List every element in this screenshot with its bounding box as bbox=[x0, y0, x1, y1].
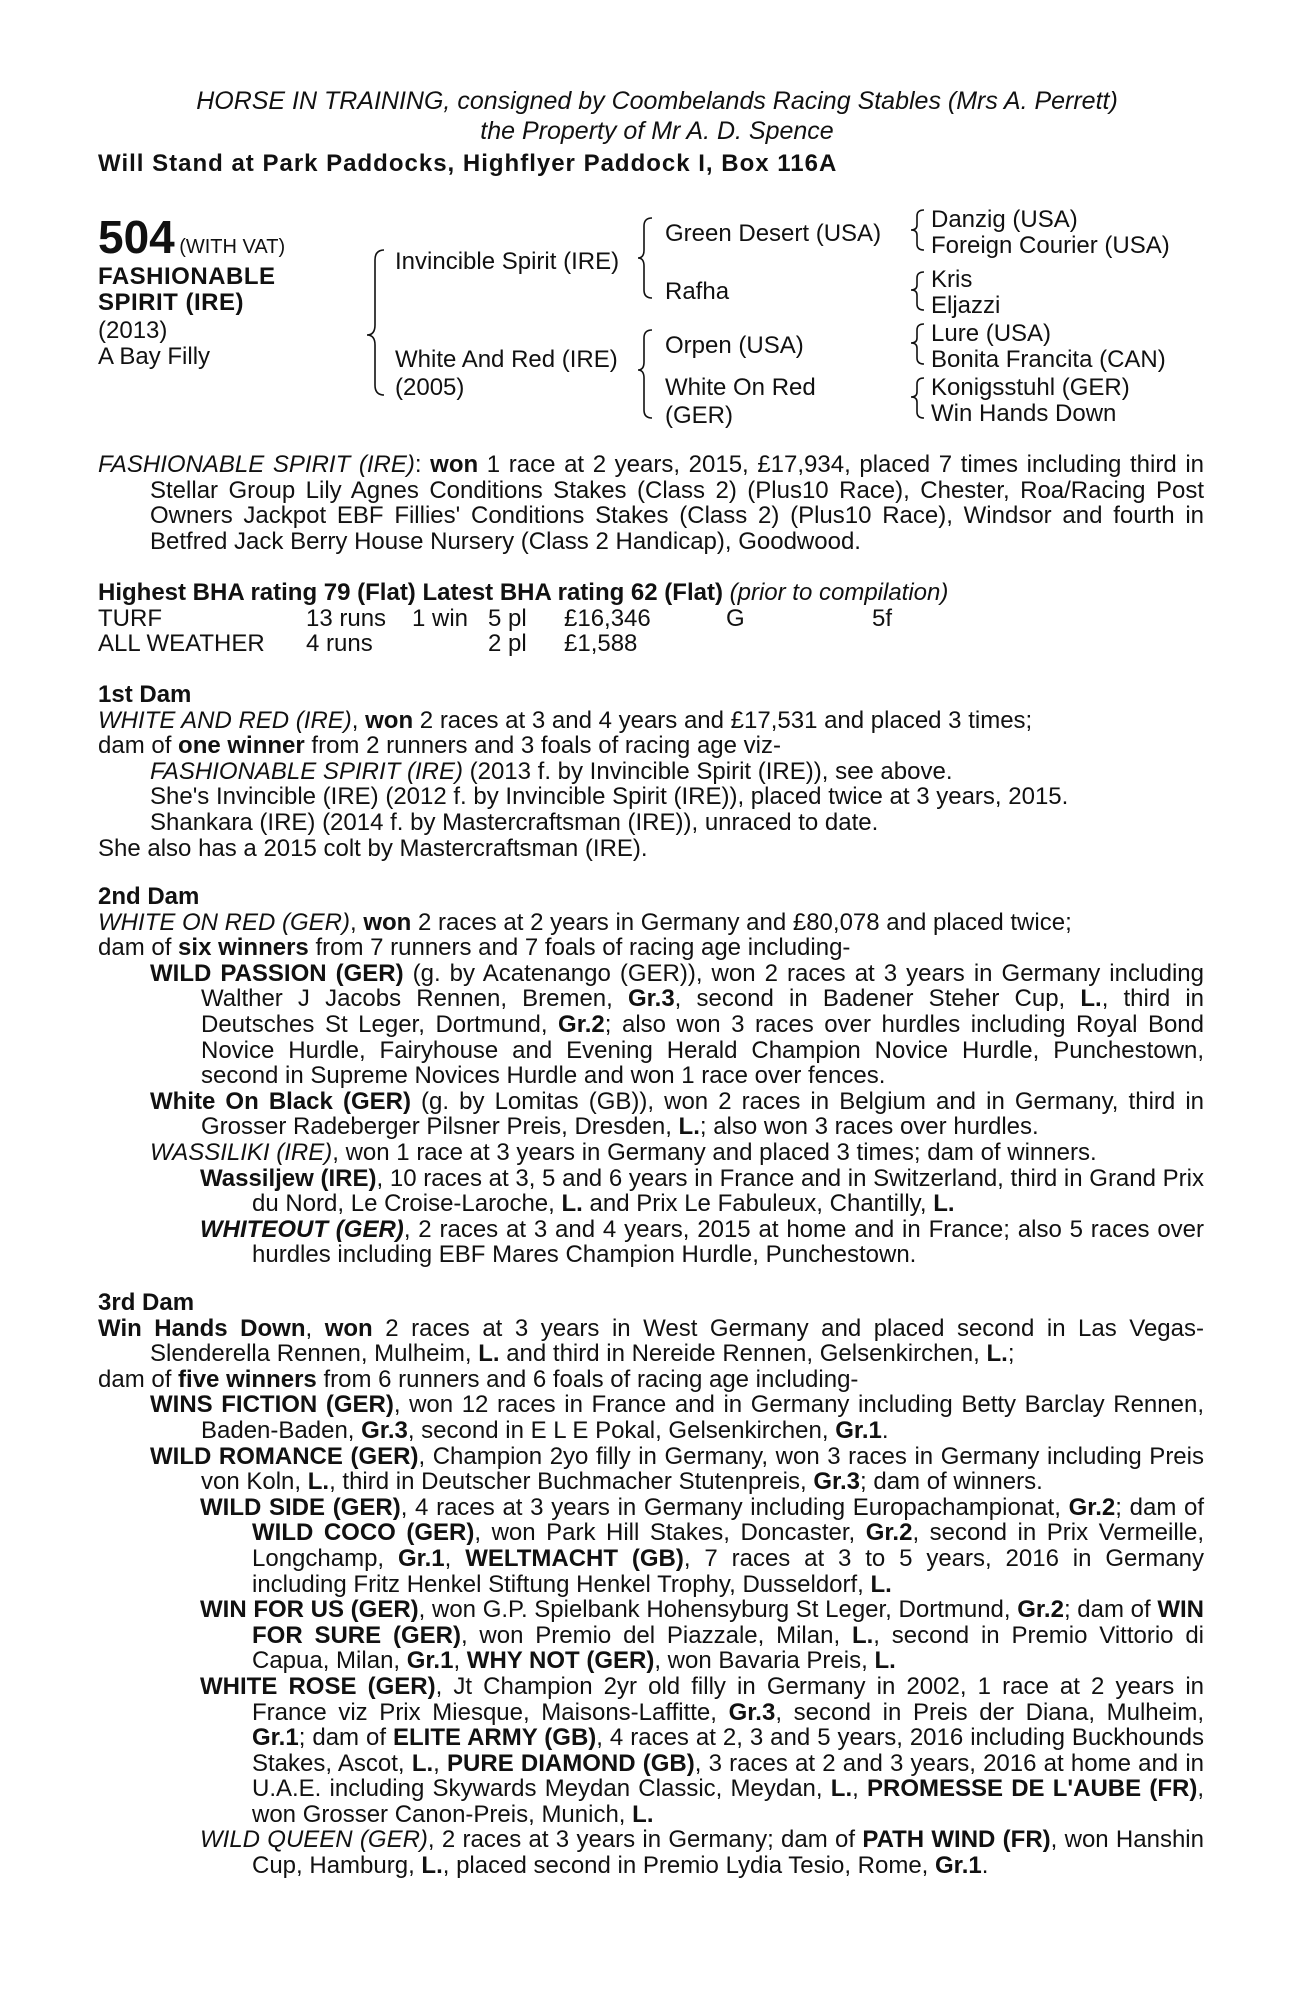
progeny-text: ; dam of winners. bbox=[860, 1468, 1043, 1496]
third-dam-won: won bbox=[324, 1314, 373, 1342]
first-dam-won: won bbox=[365, 706, 414, 734]
dam-text: 2 races at 3 years in West Germany and placed second in Las Vegas-Slenderella Rennen, Mulheim, bbox=[150, 1314, 1204, 1368]
horse-description: A Bay Filly bbox=[98, 343, 211, 370]
progeny-text: , won Bavaria Preis, bbox=[654, 1647, 868, 1675]
pedigree-sire-sire: Green Desert (USA) bbox=[665, 220, 882, 247]
turf-placed: 5 pl bbox=[488, 604, 527, 632]
progeny-text: , 7 races at 3 to 5 years, 2016 in Germany including Fritz Henkel Stiftung Henkel Trophy, Dusseldorf, bbox=[252, 1544, 1205, 1598]
progeny-text: and Prix Le Fabuleux, Chantilly, bbox=[589, 1190, 927, 1218]
first-dam-winners: one winner bbox=[178, 732, 305, 760]
turf-money: £16,346 bbox=[564, 604, 651, 632]
pedigree-ddd: Win Hands Down bbox=[931, 400, 1117, 427]
progeny-text: , won Grosser Canon-Preis, Munich, bbox=[252, 1775, 1204, 1828]
listed-label: L. bbox=[874, 1647, 896, 1675]
granddaughter-white-rose bbox=[98, 1674, 1204, 1828]
third-dam-heading: 3rd Dam bbox=[98, 1289, 195, 1316]
progeny-text: , second in Badener Steher Cup, bbox=[674, 985, 1066, 1013]
race-summary: FASHIONABLE SPIRIT (IRE): won 1 race at 2 years, 2015, £17,934, placed 7 times including third in Stellar Group Lily Agnes Conditions Stakes (Class 2) (Plus10 Race), Chester, Roa/Racing Post Owners Jackpot EBF Fillies' Conditions Stakes (Class 2) (Plus10 Race), Windsor and fourth in Betfred Jack Berry House Nursery (Class 2 Handicap), Goodwood. bbox=[98, 451, 1205, 555]
progeny-text: , second in Prix Vermeille, Longchamp, bbox=[252, 1519, 1205, 1572]
aw-money: £1,588 bbox=[564, 630, 638, 658]
progeny-text: , won Premio del Piazzale, Milan, bbox=[460, 1621, 841, 1649]
horse-name-line1: FASHIONABLE bbox=[98, 263, 276, 290]
grade-label: Gr.1 bbox=[835, 1416, 882, 1444]
second-dam-name: WHITE ON RED (GER) bbox=[98, 908, 350, 936]
second-dam-won: won bbox=[363, 908, 412, 936]
listed-label: L. bbox=[1080, 985, 1102, 1013]
turf-going: G bbox=[726, 604, 745, 632]
first-dam-name: WHITE AND RED (IRE) bbox=[98, 706, 352, 734]
progeny-name: WELTMACHT (GB) bbox=[465, 1544, 684, 1572]
progeny-text: , Champion 2yo filly in Germany, won 3 races in Germany including Preis von Koln, bbox=[201, 1442, 1204, 1496]
progeny-text: (g. by Lomitas (GB)), won 2 races in Belgium and in Germany, third in Grosser Radeberger Pilsner Preis, Dresden, bbox=[201, 1087, 1205, 1141]
third-dam-progeny-1 bbox=[98, 1392, 1204, 1443]
third-dam-name: Win Hands Down bbox=[98, 1314, 306, 1342]
turf-label: TURF bbox=[98, 604, 162, 632]
grade-label: Gr.3 bbox=[361, 1416, 408, 1444]
listed-label: L. bbox=[830, 1775, 853, 1803]
progeny-name: WILD COCO (GER) bbox=[252, 1519, 475, 1547]
foaling-year: (2013) bbox=[98, 317, 168, 344]
second-dam-text: 2 races at 2 years in Germany and £80,078 and placed twice; bbox=[418, 908, 1072, 936]
dam-text: ; bbox=[1007, 1340, 1015, 1368]
progeny-text: , second in Preis der Diana, Mulheim, bbox=[775, 1698, 1204, 1726]
listed-label: L. bbox=[561, 1190, 583, 1218]
turf-runs: 13 runs bbox=[306, 604, 387, 632]
second-dam-progeny-2 bbox=[98, 1089, 1204, 1140]
progeny-text: ; dam of bbox=[1063, 1596, 1151, 1624]
progeny-text: , won 1 race at 3 years in Germany and placed 3 times; dam of winners. bbox=[332, 1138, 1097, 1166]
listed-label: L. bbox=[307, 1468, 330, 1496]
turf-wins: 1 win bbox=[412, 604, 469, 632]
progeny-name: ELITE ARMY (GB) bbox=[393, 1724, 597, 1752]
dam-text: and third in Nereide Rennen, Gelsenkirchen, bbox=[506, 1340, 980, 1368]
grade-label: Gr.1 bbox=[252, 1724, 299, 1752]
ratings-heading: Highest BHA rating 79 (Flat) Latest BHA rating 62 (Flat) bbox=[98, 579, 723, 606]
progeny-name: WIN FOR SURE (GER) bbox=[252, 1596, 1204, 1649]
ratings-row-turf bbox=[98, 606, 1204, 632]
progeny-name: WHY NOT (GER) bbox=[466, 1647, 655, 1675]
progeny-name: WHITE ROSE (GER) bbox=[200, 1672, 436, 1700]
progeny-text: . bbox=[981, 1852, 989, 1880]
second-dam-progeny-1 bbox=[98, 961, 1204, 1089]
second-dam-section: 2nd Dam WHITE ON RED (GER), won 2 races at 2 years in Germany and £80,078 and placed twice; dam of six winners from 7 runners and 7 foals of racing age including- WILD PASSION (GER) (g. by Acatenango (GER)), won 2 races at 3 years in Germany including Walther J Jacobs Rennen, Bremen, Gr.3, second in Badener Steher Cup, L., third in Deutsches St Leger, Dortmund, Gr.2; also won 3 races over hurdles including Royal Bond Novice Hurdle, Fairyhouse and Evening Herald Champion Novice Hurdle, Punchestown, second in Supreme Novices Hurdle and won 1 race over fences. White On Black (GER) (g. by Lomitas (GB)), won 2 races in Belgium and in Germany, third in Grosser Radeberger Pilsner Preis, Dresden, L.; also won 3 races over hurdles. WASSILIKI (IRE), won 1 race at 3 years in Germany and placed 3 times; dam of winners. Wassiljew (IRE), 10 races at 3, 5 and 6 years in France and in Switzerland, third in Grand Prix du Nord, Le Croise-Laroche, L. and Prix Le Fabuleux, Chantilly, L. WHITEOUT (GER), 2 races at 3 and 4 years, 2015 at home and in France; also 5 races over hurdles including EBF Mares Champion Hurdle, Punchestown. bbox=[98, 883, 1205, 1269]
first-dam-progeny-1-text: (2013 f. by Invincible Spirit (IRE)), see above. bbox=[469, 757, 953, 785]
pedigree-sire: Invincible Spirit (IRE) bbox=[395, 248, 620, 275]
pedigree-dss: Lure (USA) bbox=[931, 320, 1052, 347]
progeny-text: . bbox=[881, 1416, 889, 1444]
aw-placed: 2 pl bbox=[488, 630, 527, 658]
grade-label: Gr.3 bbox=[813, 1468, 861, 1496]
granddaughter-win-for-us bbox=[98, 1597, 1204, 1674]
progeny-name: Wassiljew (IRE) bbox=[200, 1164, 377, 1192]
progeny-text: , 2 races at 3 and 4 years, 2015 at home and in France; also 5 races over hurdles including EBF Mares Champion Hurdle, Punchestown. bbox=[252, 1215, 1205, 1269]
progeny-name: WILD QUEEN (GER) bbox=[200, 1826, 428, 1854]
pedigree-sds: Kris bbox=[931, 266, 973, 293]
stabling-line: Will Stand at Park Paddocks, Highflyer Paddock I, Box 116A bbox=[98, 150, 838, 177]
progeny-text: , bbox=[852, 1775, 859, 1803]
listed-label: L. bbox=[421, 1852, 443, 1880]
progeny-text: , bbox=[433, 1749, 440, 1777]
grade-label: Gr.1 bbox=[935, 1852, 982, 1880]
first-dam-progeny-1-name: FASHIONABLE SPIRIT (IRE) bbox=[150, 757, 463, 785]
third-dam-section bbox=[98, 1290, 1204, 1879]
pedigree-dds: Konigsstuhl (GER) bbox=[931, 374, 1130, 401]
grade-label: Gr.3 bbox=[728, 1698, 776, 1726]
progeny-text: , third in Deutscher Buchmacher Stutenpreis, bbox=[329, 1468, 807, 1496]
progeny-text: , 4 races at 3 years in Germany including Europachampionat, bbox=[400, 1493, 1061, 1521]
turf-distance: 5f bbox=[872, 604, 893, 632]
first-dam-text: 2 races at 3 and 4 years and £17,531 and placed 3 times; bbox=[419, 706, 1033, 734]
listed-label: L. bbox=[411, 1749, 434, 1777]
pedigree-sire-dam: Rafha bbox=[665, 278, 730, 305]
progeny-text: , won Hanshin Cup, Hamburg, bbox=[252, 1826, 1204, 1880]
second-dam-heading: 2nd Dam bbox=[98, 883, 200, 910]
horse-name-line2: SPIRIT (IRE) bbox=[98, 289, 245, 316]
grade-label: Gr.2 bbox=[558, 1010, 605, 1038]
listed-label: L. bbox=[851, 1621, 874, 1649]
pedigree-dam-sire: Orpen (USA) bbox=[665, 332, 804, 359]
lot-number: 504 bbox=[98, 211, 175, 263]
pedigree-ssd: Foreign Courier (USA) bbox=[931, 232, 1170, 259]
progeny-name: White On Black (GER) bbox=[150, 1087, 411, 1115]
pedigree-dam-year: (2005) bbox=[395, 374, 465, 401]
grade-label: Gr.2 bbox=[1068, 1493, 1116, 1521]
grade-label: Gr.1 bbox=[397, 1544, 445, 1572]
progeny-text: , Jt Champion 2yr old filly in Germany in 2002, 1 race at 2 years in France viz Prix Miesque, Maisons-Laffitte, bbox=[252, 1672, 1204, 1726]
aw-wins bbox=[412, 631, 488, 657]
first-dam-progeny-3: Shankara (IRE) (2014 f. by Mastercraftsman (IRE)), unraced to date. bbox=[150, 808, 879, 836]
progeny-text: , won 12 races in France and in Germany including Betty Barclay Rennen, Baden-Baden, bbox=[201, 1391, 1204, 1444]
first-dam-damof: dam of bbox=[98, 732, 172, 760]
first-dam-also: She also has a 2015 colt by Mastercraftsman (IRE). bbox=[98, 834, 648, 862]
progeny-text: , second in Premio Vittorio di Capua, Milan, bbox=[252, 1621, 1205, 1675]
third-dam-intro: Win Hands Down, won 2 races at 3 years in West Germany and placed second in Las Vegas-Slenderella Rennen, Mulheim, L. and third in Nereide Rennen, Gelsenkirchen, L.; bbox=[98, 1314, 1204, 1368]
progeny-text: , 4 races at 2, 3 and 5 years, 2016 including Buckhounds Stakes, Ascot, bbox=[252, 1724, 1204, 1777]
second-dam-damof-rest: from 7 runners and 7 foals of racing age including- bbox=[315, 934, 851, 962]
grade-label: Gr.3 bbox=[627, 985, 675, 1013]
progeny-name: WIN FOR US (GER) bbox=[200, 1596, 419, 1624]
pedigree-sdd: Eljazzi bbox=[931, 292, 1001, 319]
first-dam-damof-rest: from 2 runners and 3 foals of racing age viz- bbox=[311, 732, 781, 760]
listed-label: L. bbox=[870, 1570, 892, 1598]
second-dam-winners: six winners bbox=[178, 934, 309, 962]
grade-label: Gr.2 bbox=[865, 1519, 913, 1547]
pedigree-dam: White And Red (IRE) bbox=[395, 346, 618, 373]
listed-label: L. bbox=[678, 1113, 700, 1141]
second-dam-progeny-5 bbox=[98, 1217, 1204, 1268]
progeny-name: PATH WIND (FR) bbox=[862, 1826, 1051, 1854]
progeny-text: , second in E L E Pokal, Gelsenkirchen, bbox=[407, 1416, 829, 1444]
summary-text: 1 race at 2 years, 2015, £17,934, placed 7 times including third in Stellar Group Lily Agnes Conditions Stakes (Class 2) (Plus10 Race), Chester, Roa/Racing Post Owners Jackpot EBF Fillies' Conditions Stakes (Class 2) (Plus10 Race), Windsor and fourth in Betfred Jack Berry House Nursery (Class 2 Handicap), Goodwood. bbox=[150, 451, 1205, 555]
progeny-name: WINS FICTION (GER) bbox=[150, 1391, 394, 1419]
consignor-line: HORSE IN TRAINING, consigned by Coombelands Racing Stables (Mrs A. Perrett) bbox=[196, 87, 1118, 115]
progeny-name: WILD PASSION (GER) bbox=[150, 959, 404, 987]
third-dam-winners: five winners bbox=[178, 1365, 317, 1393]
ratings-row-aw bbox=[98, 631, 1204, 657]
progeny-text: , won G.P. Spielbank Hohensyburg St Leger, Dortmund, bbox=[418, 1596, 1011, 1624]
progeny-name: PURE DIAMOND (GB) bbox=[447, 1749, 695, 1777]
listed-label: L. bbox=[478, 1340, 500, 1368]
property-line: the Property of Mr A. D. Spence bbox=[480, 117, 834, 145]
second-dam-progeny-4 bbox=[98, 1166, 1204, 1217]
granddaughter-wild-side bbox=[98, 1495, 1204, 1597]
first-dam-section: 1st Dam WHITE AND RED (IRE), won 2 races at 3 and 4 years and £17,531 and placed 3 times; dam of one winner from 2 runners and 3 foals of racing age viz- FASHIONABLE SPIRIT (IRE) (2013 f. by Invincible Spirit (IRE)), see above. She's Invincible (IRE) (2012 f. by Invincible Spirit (IRE)), placed twice at 3 years, 2015. Shankara (IRE) (2014 f. by Mastercraftsman (IRE)), unraced to date. She also has a 2015 colt by Mastercraftsman (IRE). bbox=[98, 682, 1204, 861]
listed-label: L. bbox=[986, 1340, 1008, 1368]
pedigree-sss: Danzig (USA) bbox=[931, 206, 1078, 233]
pedigree-dsd: Bonita Francita (CAN) bbox=[931, 346, 1166, 373]
summary-won: won bbox=[430, 451, 479, 478]
summary-horse-name: FASHIONABLE SPIRIT (IRE) bbox=[98, 451, 415, 478]
progeny-text: (g. by Acatenango (GER)), won 2 races at 3 years in Germany including Walther J Jacobs Rennen, Bremen, bbox=[201, 959, 1204, 1013]
vat-note: (WITH VAT) bbox=[179, 236, 286, 258]
progeny-text: , 3 races at 2 and 3 years, 2016 at home and in U.A.E. including Skywards Meydan Classic, Meydan, bbox=[252, 1749, 1205, 1803]
progeny-text: ; also won 3 races over hurdles. bbox=[699, 1113, 1039, 1141]
progeny-text: , 10 races at 3, 5 and 6 years in France and in Switzerland, third in Grand Prix du Nord, Le Croise-Laroche, bbox=[252, 1164, 1204, 1218]
ratings-block bbox=[98, 580, 1204, 657]
grade-label: Gr.2 bbox=[1017, 1596, 1064, 1624]
progeny-text: , third in Deutsches St Leger, Dortmund, bbox=[201, 985, 1205, 1038]
progeny-text: ; dam of bbox=[298, 1724, 387, 1752]
first-dam-heading: 1st Dam bbox=[98, 681, 192, 708]
progeny-name: WILD ROMANCE (GER) bbox=[150, 1442, 419, 1470]
pedigree-dam-dam: White On Red bbox=[665, 374, 816, 401]
listed-label: L. bbox=[632, 1800, 654, 1828]
progeny-text: , won Park Hill Stakes, Doncaster, bbox=[474, 1519, 856, 1547]
second-dam-damof: dam of bbox=[98, 934, 172, 962]
aw-label: ALL WEATHER bbox=[98, 630, 265, 658]
third-dam-progeny-2 bbox=[98, 1444, 1204, 1495]
third-dam-damof: dam of bbox=[98, 1365, 172, 1393]
progeny-text: , 2 races at 3 years in Germany; dam of bbox=[427, 1826, 856, 1854]
progeny-text: , bbox=[453, 1647, 461, 1675]
listed-label: L. bbox=[933, 1190, 955, 1218]
third-dam-damof-rest: from 6 runners and 6 foals of racing age including- bbox=[323, 1365, 859, 1393]
progeny-name: WHITEOUT (GER) bbox=[200, 1215, 404, 1243]
progeny-text: , bbox=[444, 1544, 452, 1572]
progeny-text: ; dam of bbox=[1115, 1493, 1205, 1521]
progeny-name: PROMESSE DE L'AUBE (FR) bbox=[866, 1775, 1198, 1803]
aw-runs: 4 runs bbox=[306, 630, 373, 658]
progeny-text: ; also won 3 races over hurdles including Royal Bond Novice Hurdle, Fairyhouse and Evening Herald Champion Novice Hurdle, Punchestown, second in Supreme Novices Hurdle and won 1 race over fences. bbox=[201, 1010, 1204, 1090]
ratings-note: (prior to compilation) bbox=[729, 579, 949, 606]
second-dam-progeny-3 bbox=[98, 1140, 1204, 1166]
progeny-name: WASSILIKI (IRE) bbox=[150, 1138, 333, 1166]
first-dam-progeny-2: She's Invincible (IRE) (2012 f. by Invincible Spirit (IRE)), placed twice at 3 years, 2015. bbox=[150, 783, 1069, 811]
granddaughter-wild-queen bbox=[98, 1827, 1204, 1878]
progeny-name: WILD SIDE (GER) bbox=[200, 1493, 401, 1521]
pedigree-dam-dam-country: (GER) bbox=[665, 402, 733, 429]
progeny-text: , placed second in Premio Lydia Tesio, Rome, bbox=[442, 1852, 929, 1880]
grade-label: Gr.1 bbox=[406, 1647, 454, 1675]
